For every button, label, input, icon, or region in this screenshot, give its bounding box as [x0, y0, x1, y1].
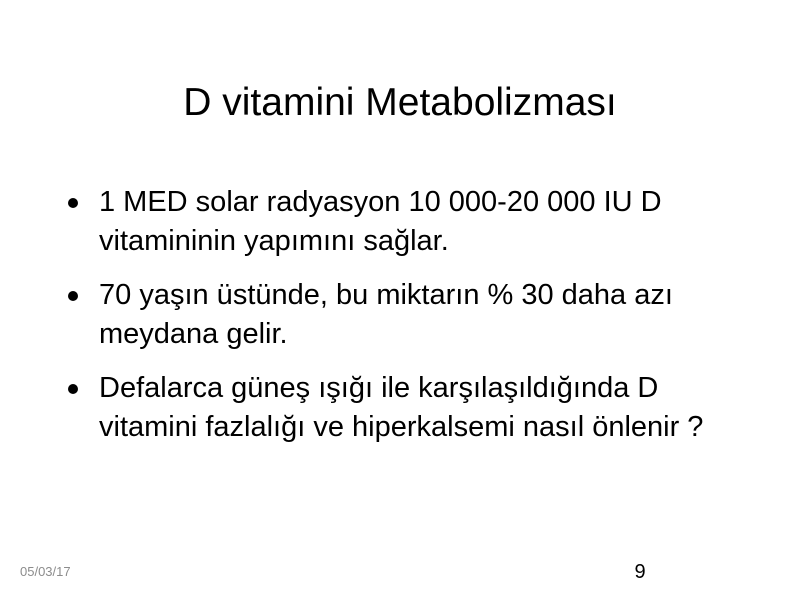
bullet-item [66, 183, 736, 261]
bullet-list [66, 183, 736, 462]
bullet-text: Defalarca güneş ışığı ile karşılaşıldığında D vitamini fazlalığı ve hiperkalsemi nasıl önlenir ? [99, 372, 704, 443]
slide-title: D vitamini Metabolizması [183, 81, 617, 124]
bullet-text: 1 MED solar radyasyon 10 000-20 000 IU D vitamininin yapımını sağlar. [99, 186, 662, 257]
bullet-dot-icon [68, 291, 78, 301]
page-number: 9 [634, 561, 646, 583]
footer-date: 05/03/17 [20, 564, 71, 579]
bullet-dot-icon [68, 384, 78, 394]
bullet-dot-icon [68, 198, 78, 208]
bullet-item [66, 276, 736, 354]
bullet-item [66, 369, 736, 447]
bullet-text: 70 yaşın üstünde, bu miktarın % 30 daha azı meydana gelir. [99, 279, 673, 350]
